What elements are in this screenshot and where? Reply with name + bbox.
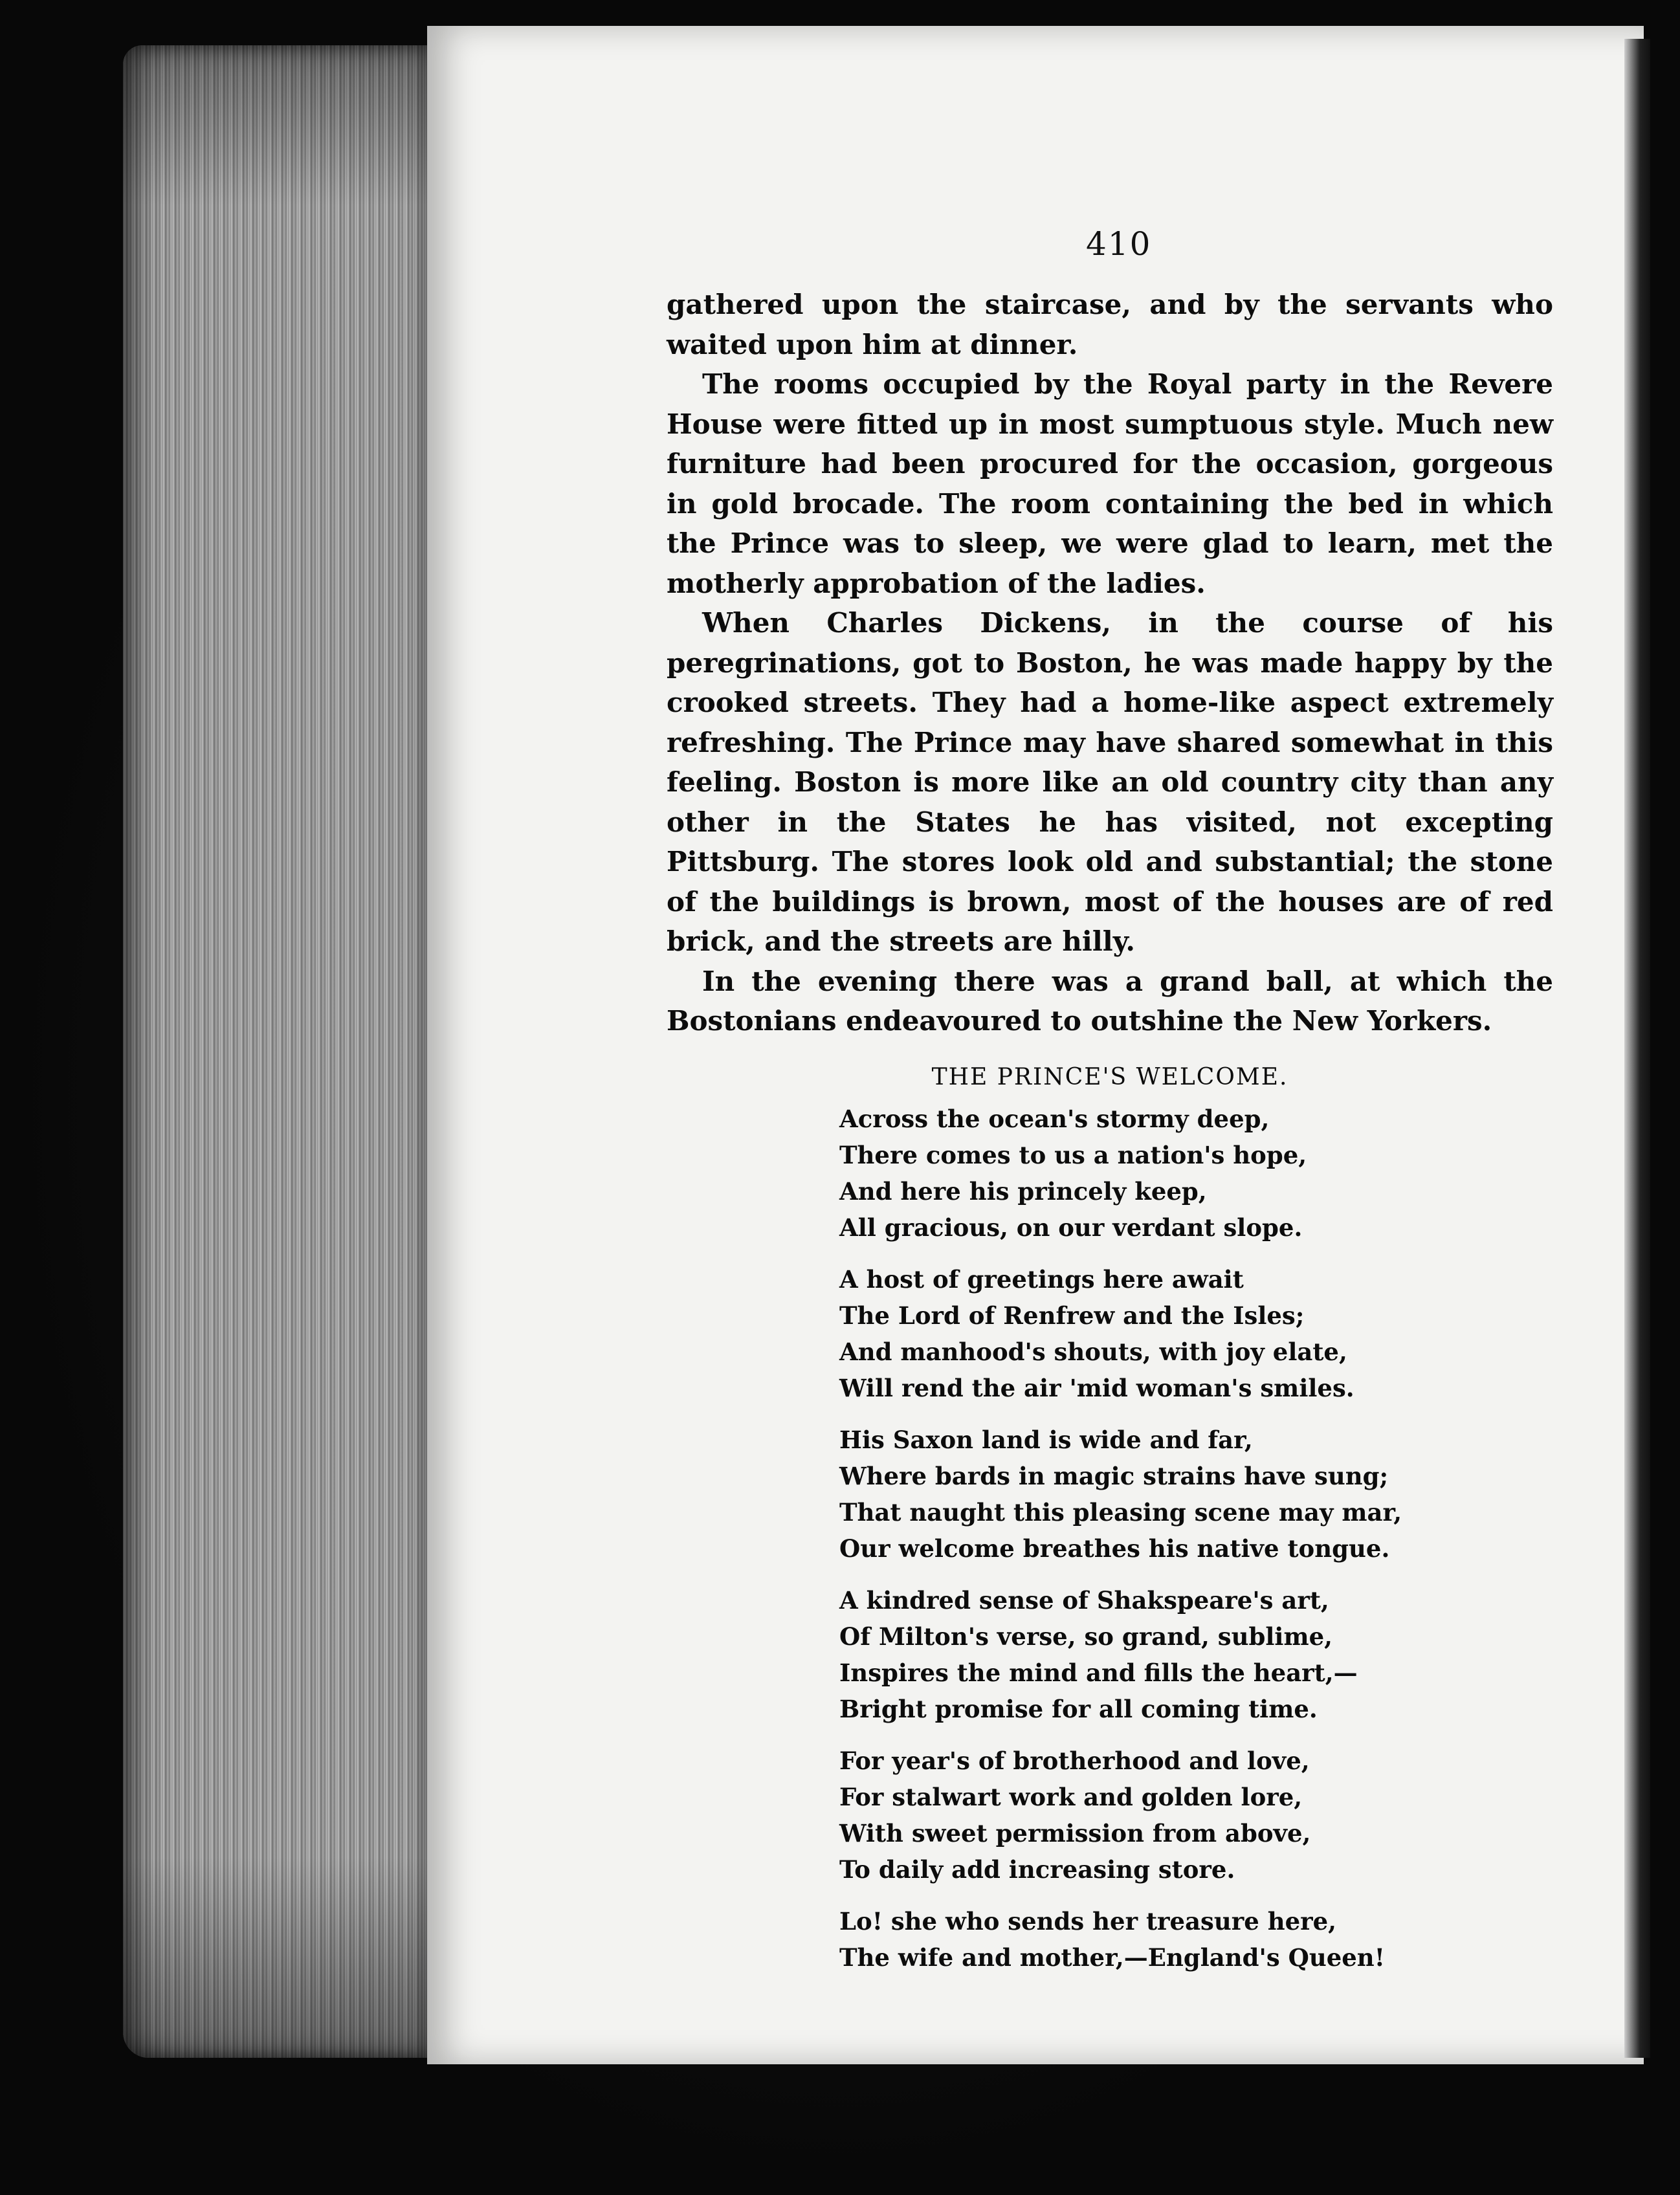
poem-line: Lo! she who sends her treasure here, <box>839 1906 1337 1936</box>
poem-stanza <box>839 1261 1553 1406</box>
book-page-edges <box>123 45 427 2058</box>
poem-line: For year's of brotherhood and love, <box>839 1746 1310 1775</box>
poem-line: The wife and mother,—England's Queen! <box>839 1943 1385 1972</box>
poem-stanza <box>839 1903 1553 1976</box>
poem-line: Of Milton's verse, so grand, sublime, <box>839 1622 1333 1651</box>
poem-stanza <box>839 1743 1553 1888</box>
page-number: 410 <box>1086 225 1152 263</box>
poem-stanza <box>839 1582 1553 1727</box>
poem-title: THE PRINCE'S WELCOME. <box>931 1063 1288 1090</box>
poem-line: And here his princely keep, <box>839 1176 1207 1206</box>
poem-line: A kindred sense of Shakspeare's art, <box>839 1585 1329 1615</box>
poem-line: The Lord of Renfrew and the Isles; <box>839 1301 1305 1330</box>
poem <box>839 1101 1553 1976</box>
poem-line: To daily add increasing store. <box>839 1855 1235 1884</box>
poem-line: With sweet permission from above, <box>839 1818 1311 1848</box>
body-text <box>667 285 1553 1991</box>
page-gutter-shadow <box>1624 39 1650 2058</box>
poem-line: For stalwart work and golden lore, <box>839 1782 1303 1811</box>
poem-line: And manhood's shouts, with joy elate, <box>839 1337 1347 1366</box>
poem-line: His Saxon land is wide and far, <box>839 1425 1253 1454</box>
paragraph: In the evening there was a grand ball, at which the Bostonians endeavoured to outshine the New Yorkers. <box>667 965 1553 1037</box>
poem-line: Where bards in magic strains have sung; <box>839 1461 1389 1490</box>
paragraph: gathered upon the staircase, and by the servants who waited upon him at dinner. <box>667 289 1553 360</box>
paragraph: When Charles Dickens, in the course of his peregrinations, got to Boston, he was made happy by the crooked streets. They had a home-like aspect extremely refreshing. The Prince may have shared somewhat in this feeling. Boston is more like an old country city than any other in the States he has visited, not excepting Pittsburg. The stores look old and substantial; the stone of the buildings is brown, most of the houses are of red brick, and the streets are hilly. <box>667 607 1553 957</box>
poem-line: Across the ocean's stormy deep, <box>839 1104 1270 1133</box>
paragraph: The rooms occupied by the Royal party in the Revere House were fitted up in most sumptuous style. Much new furniture had been procured for the occasion, gorgeous in gold brocade. The room containing the bed in which the Prince was to sleep, we were glad to learn, met the motherly approbation of the ladies. <box>667 368 1553 599</box>
poem-stanza <box>839 1422 1553 1567</box>
poem-stanza <box>839 1101 1553 1246</box>
poem-line: Inspires the mind and fills the heart,— <box>839 1658 1358 1687</box>
poem-line: That naught this pleasing scene may mar, <box>839 1497 1402 1527</box>
poem-line: A host of greetings here await <box>839 1264 1244 1294</box>
poem-line: Our welcome breathes his native tongue. <box>839 1534 1390 1563</box>
poem-line: There comes to us a nation's hope, <box>839 1140 1307 1169</box>
poem-line: All gracious, on our verdant slope. <box>839 1213 1303 1242</box>
poem-line: Will rend the air 'mid woman's smiles. <box>839 1373 1354 1402</box>
poem-line: Bright promise for all coming time. <box>839 1694 1318 1723</box>
